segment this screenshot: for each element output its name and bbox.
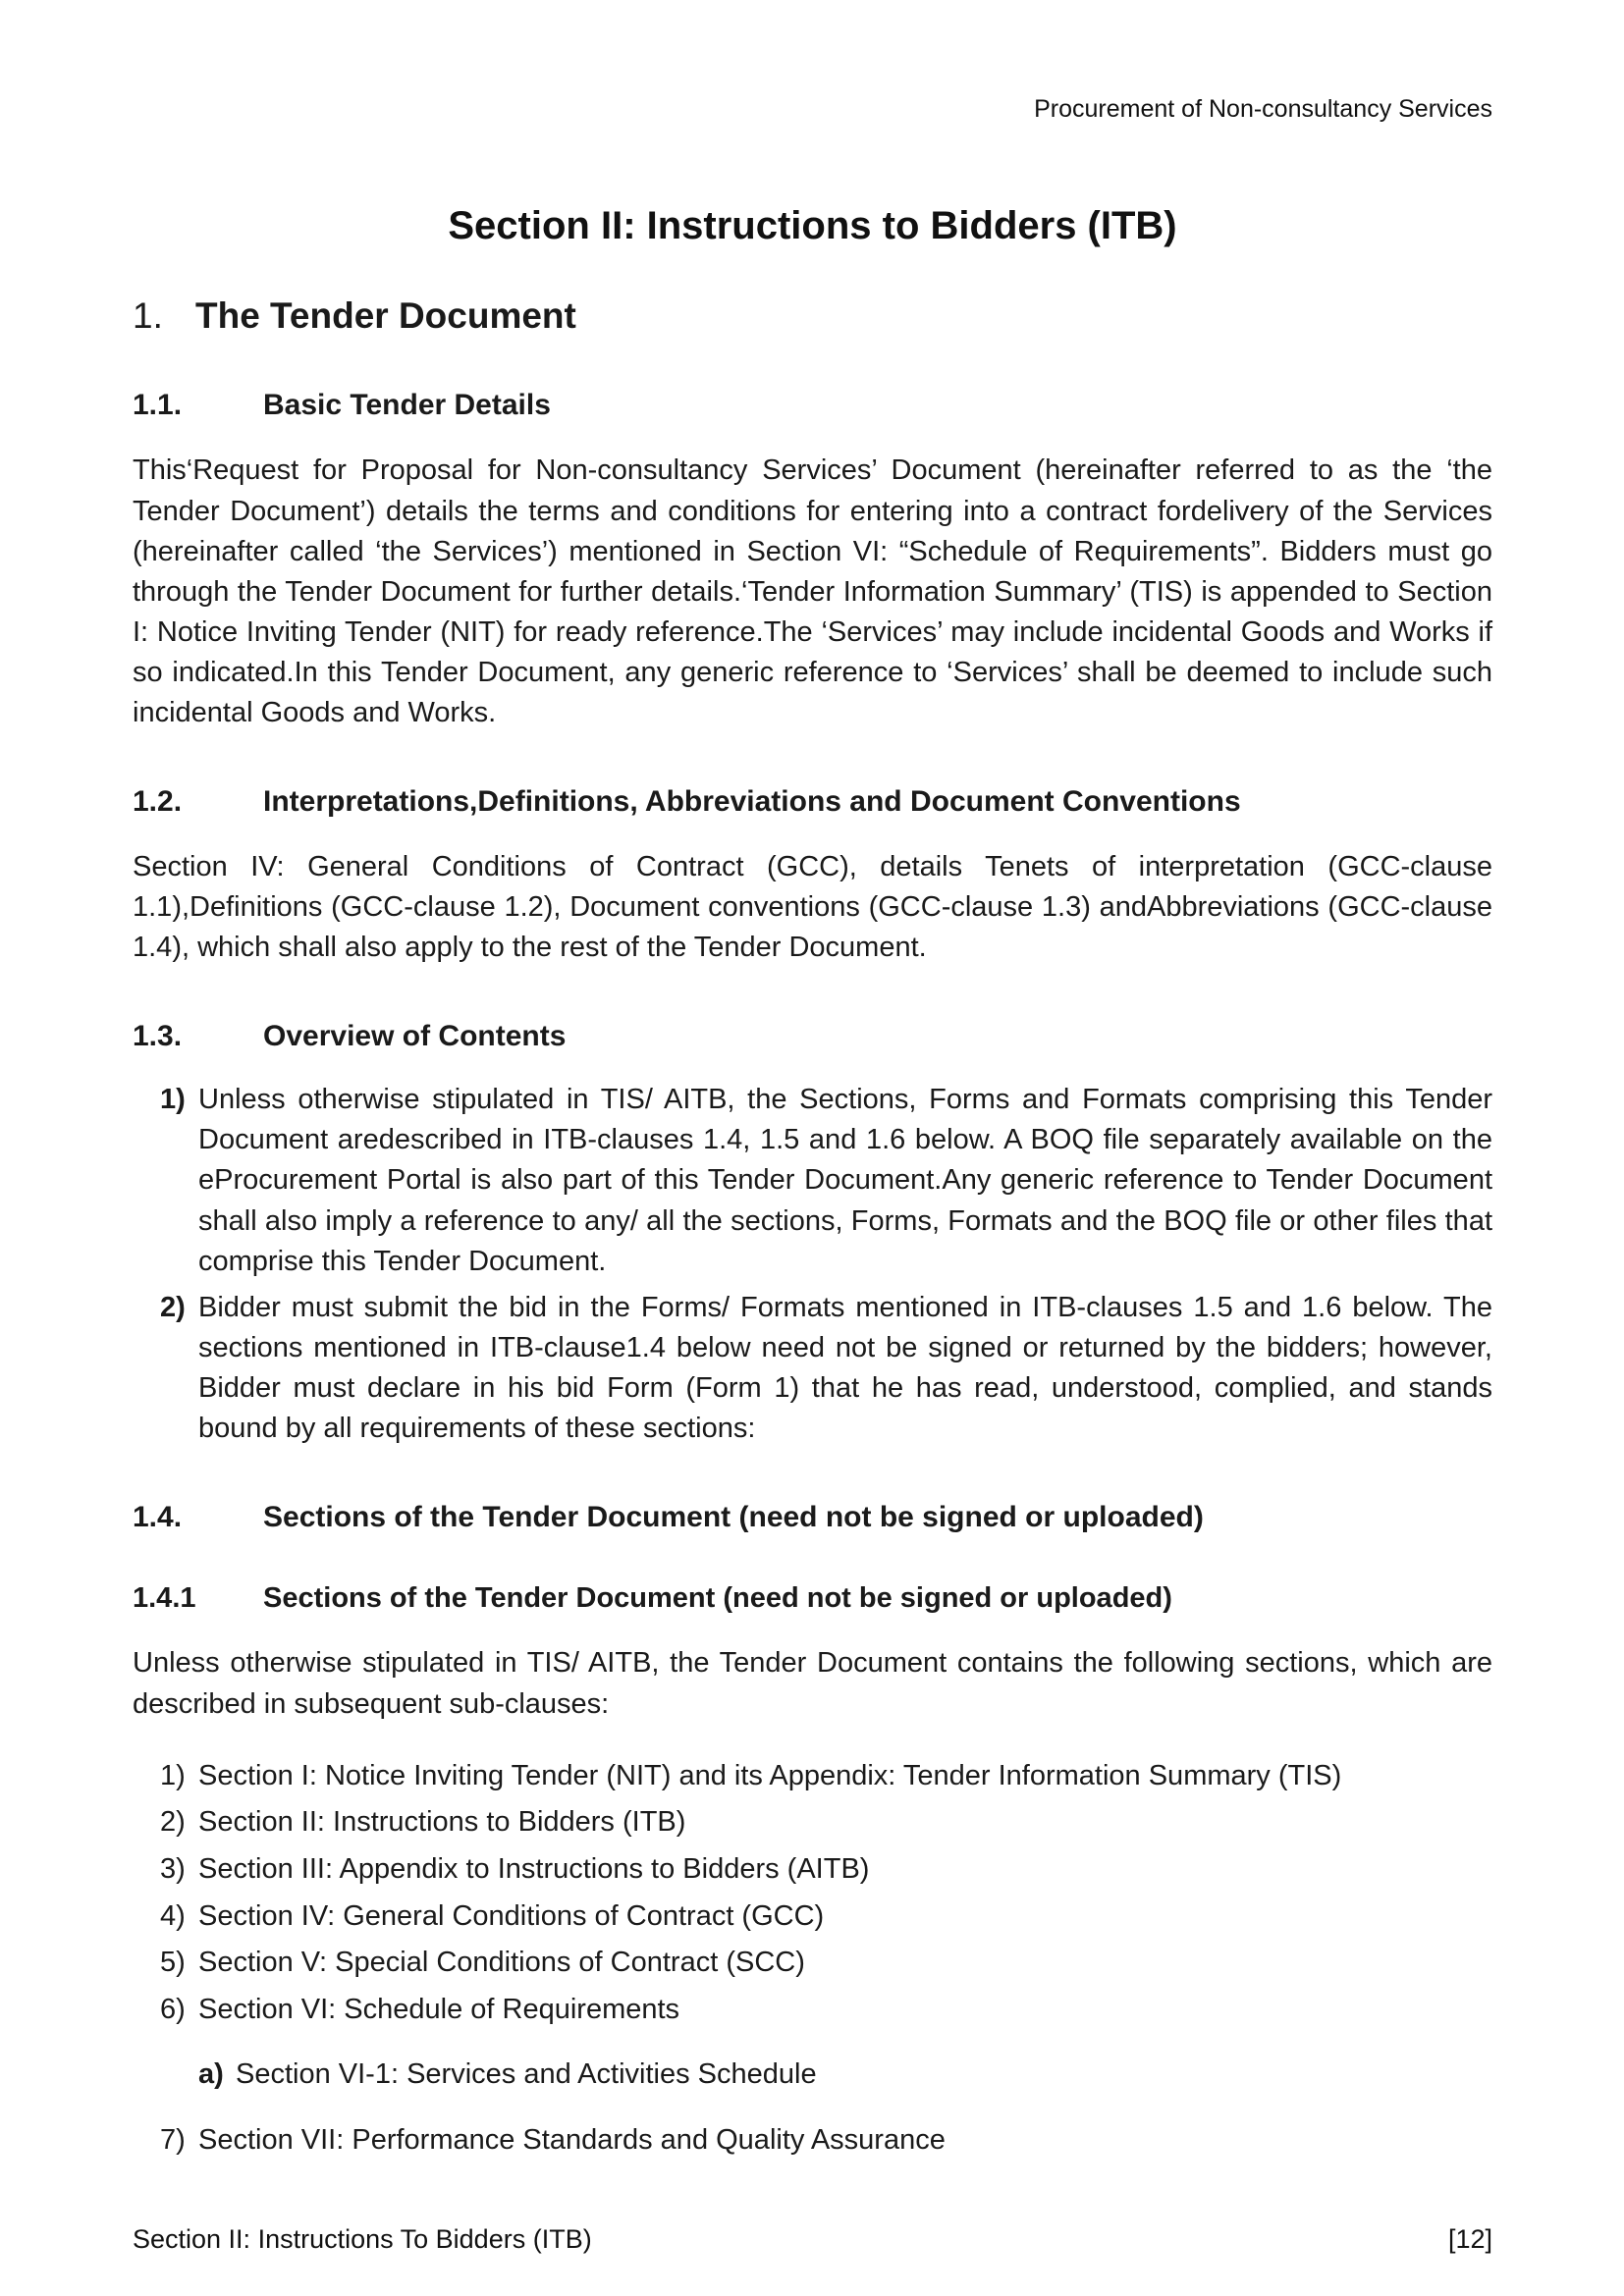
- section-1-1-number: 1.1.: [133, 388, 183, 421]
- chapter-number: 1.: [133, 294, 163, 336]
- list-marker: 3): [160, 1852, 186, 1885]
- section-1-4-number: 1.4.: [133, 1500, 183, 1533]
- list-marker: 2): [160, 1806, 186, 1839]
- page-header: [133, 93, 1492, 126]
- list-item: [133, 1756, 1492, 1796]
- section-1-4-1-intro: Unless otherwise stipulated in TIS/ AITB, the Tender Document contains the following sections, which are described in subsequent sub-clauses:: [133, 1647, 1492, 1720]
- section-1-3-number: 1.3.: [133, 1019, 183, 1052]
- list-item: [133, 1802, 1492, 1842]
- section-1-3-title: Overview of Contents: [263, 1019, 567, 1052]
- list-marker: 6): [160, 1993, 186, 2025]
- list-item-text: Section I: Notice Inviting Tender (NIT) and its Appendix: Tender Information Summary (TIS): [198, 1759, 1342, 1791]
- list-marker: a): [198, 2058, 224, 2091]
- list-marker: 7): [160, 2123, 186, 2156]
- footer-page-number: [12]: [1447, 2224, 1492, 2254]
- list-marker: 4): [160, 1899, 186, 1932]
- document-title: Section II: Instructions to Bidders (ITB): [448, 203, 1177, 247]
- list-marker: 1): [160, 1759, 186, 1791]
- list-item-text: Section III: Appendix to Instructions to Bidders (AITB): [198, 1852, 870, 1885]
- list-item: [133, 1849, 1492, 1890]
- section-1-2-paragraph: Section IV: General Conditions of Contract (GCC), details Tenets of interpretation (GCC-clause 1.1),Definitions (GCC-clause 1.2), Document conventions (GCC-clause 1.3) andAbbreviations (GCC-clause 1.4), which shall also apply to the rest of the Tender Document.: [133, 851, 1492, 964]
- section-1-3-heading: [133, 1018, 1492, 1055]
- list-item-text: Section II: Instructions to Bidders (ITB): [198, 1806, 686, 1839]
- list-marker: 5): [160, 1947, 186, 1979]
- section-1-1-title: Basic Tender Details: [263, 388, 551, 421]
- overview-list: [133, 1080, 1492, 1450]
- list-item-text: Bidder must submit the bid in the Forms/ Formats mentioned in ITB-clauses 1.5 and 1.6 below. The sections mentioned in ITB-clause1.4 below need not be signed or returned by the bidders; however, Bidder must declare in his bid Form (Form 1) that he has read, understood, complied, and stands bound by all requirements of these sections:: [198, 1291, 1492, 1445]
- section-1-4-1-heading: [133, 1580, 1492, 1616]
- list-item-text: Section V: Special Conditions of Contract (SCC): [198, 1947, 805, 1979]
- section-1-4-1-number: 1.4.1: [133, 1582, 196, 1615]
- list-marker: 2): [160, 1291, 186, 1323]
- list-item: [133, 1080, 1492, 1282]
- list-item-text: Section VI-1: Services and Activities Schedule: [236, 2058, 817, 2091]
- sub-list-item: [133, 2055, 1492, 2095]
- footer-document-title: Section II: Instructions To Bidders (ITB): [133, 2224, 592, 2254]
- section-1-1-paragraph: This‘Request for Proposal for Non-consultancy Services’ Document (hereinafter referred to as the ‘the Tender Document’) details the terms and conditions for entering into a contract fordelivery of the Services (hereinafter called ‘the Services’) mentioned in Section VI: “Schedule of Requirements”. Bidders must go through the Tender Document for further details.‘Tender Information Summary’ (TIS) is appended to Section I: Notice Inviting Tender (NIT) for ready reference.The ‘Services’ may include incidental Goods and Works if so indicated.In this Tender Document, any generic reference to ‘Services’ shall be deemed to include such incidental Goods and Works.: [133, 454, 1492, 729]
- chapter-heading: [133, 294, 1492, 338]
- list-item: [133, 1943, 1492, 1983]
- section-1-4-heading: [133, 1499, 1492, 1536]
- section-1-4-title: Sections of the Tender Document (need not be signed or uploaded): [263, 1500, 1204, 1533]
- section-1-2-title: Interpretations,Definitions, Abbreviations and Document Conventions: [263, 784, 1241, 818]
- list-item: [133, 1990, 1492, 2030]
- list-item: [133, 2120, 1492, 2161]
- section-1-2-heading: [133, 783, 1492, 821]
- list-item-text: Section VI: Schedule of Requirements: [198, 1993, 680, 2025]
- list-item-text: Section VII: Performance Standards and Quality Assurance: [198, 2123, 946, 2156]
- list-item: [133, 1896, 1492, 1937]
- section-1-1-heading: [133, 387, 1492, 424]
- section-1-2-number: 1.2.: [133, 784, 183, 818]
- list-item-text: Unless otherwise stipulated in TIS/ AITB, the Sections, Forms and Formats comprising this Tender Document aredescribed in ITB-clauses 1.4, 1.5 and 1.6 below. A BOQ file separately available on the eProcurement Portal is also part of this Tender Document.Any generic reference to Tender Document shall also imply a reference to any/ all the sections, Forms, Formats and the BOQ file or other files that comprise this Tender Document.: [198, 1084, 1492, 1277]
- sections-list: [133, 1756, 1492, 2161]
- list-item: [133, 1288, 1492, 1450]
- page-footer: [133, 2224, 1492, 2255]
- chapter-title: The Tender Document: [195, 294, 576, 336]
- header-title: Procurement of Non-consultancy Services: [1034, 95, 1492, 123]
- section-1-4-1-title: Sections of the Tender Document (need not be signed or uploaded): [263, 1582, 1172, 1615]
- list-item-text: Section IV: General Conditions of Contract (GCC): [198, 1899, 825, 1932]
- list-marker: 1): [160, 1084, 186, 1116]
